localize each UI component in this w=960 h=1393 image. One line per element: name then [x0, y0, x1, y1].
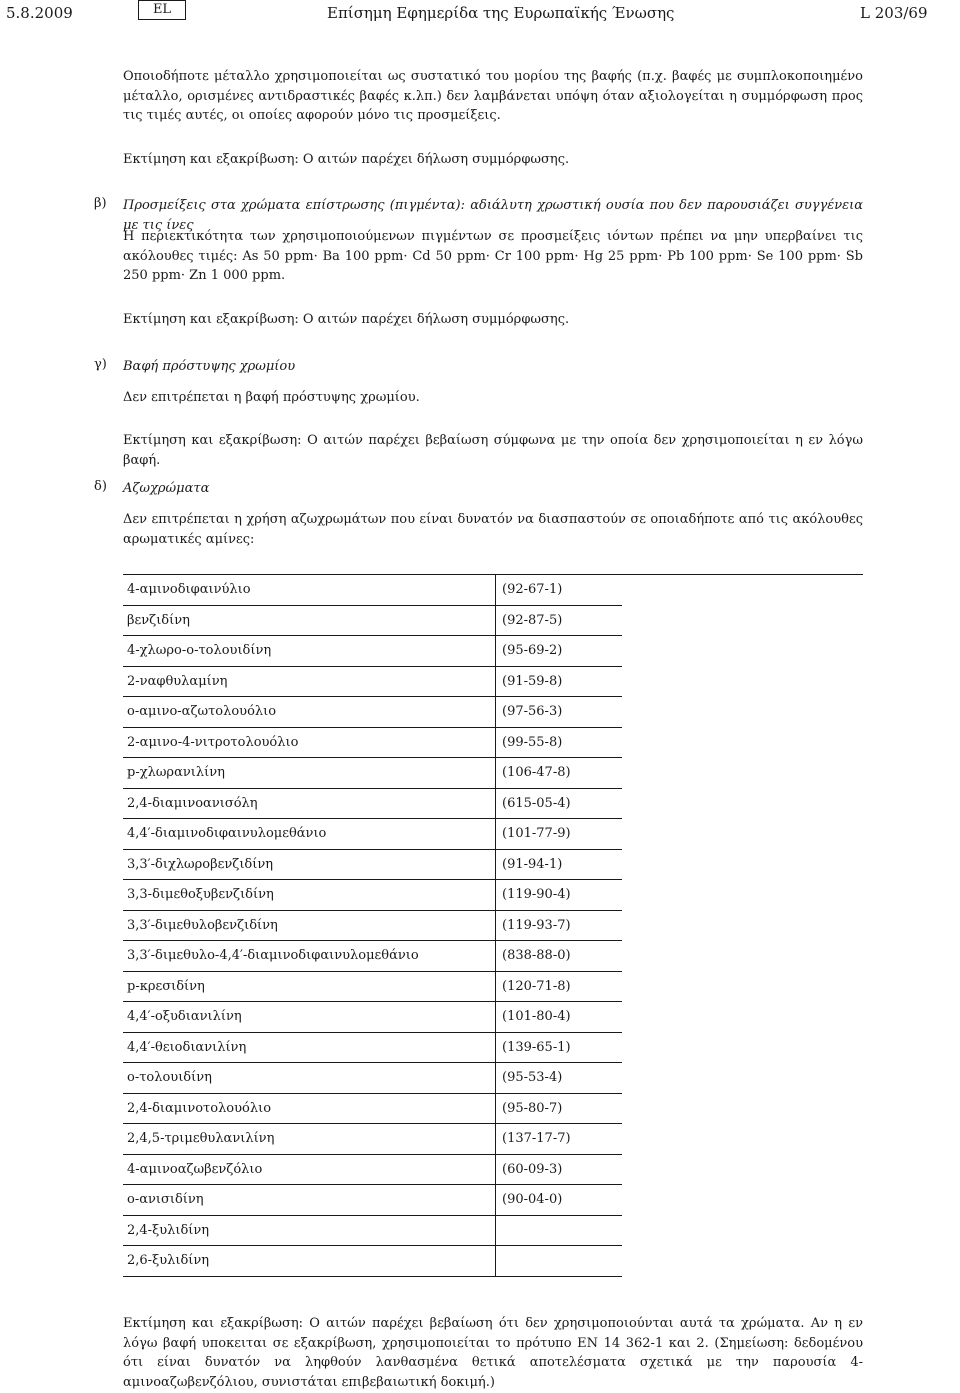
table-spacer: [622, 1124, 863, 1155]
amine-cas-number: [496, 1246, 623, 1277]
table-spacer: [622, 1246, 863, 1277]
amine-cas-number: (615-05-4): [496, 788, 623, 819]
aromatic-amines-table: [123, 574, 863, 1277]
table-row: [123, 697, 863, 728]
table-spacer: [622, 758, 863, 789]
amine-cas-number: (137-17-7): [496, 1124, 623, 1155]
intro-paragraph: Οποιοδήποτε μέταλλο χρησιμοποιείται ως συστατικό του μορίου της βαφής (π.χ. βαφές με συμπλοκοποιημένο μέταλλο, ορισμένες αντιδραστικές βαφές κ.λπ.) δεν λαμβάνεται υπόψη όταν αξιολογείται η συμμόρφωση προς τις τιμές αυτές, οι οποίες αφορούν μόνο τις προσμείξεις.: [123, 69, 863, 123]
table-row: [123, 1002, 863, 1033]
table-row: [123, 1246, 863, 1277]
table-row: [123, 575, 863, 606]
amine-name: 4,4′-οξυδιανιλίνη: [123, 1002, 496, 1033]
amine-name: p-κρεσιδίνη: [123, 971, 496, 1002]
section-d-assessment: Εκτίμηση και εξακρίβωση: Ο αιτών παρέχει βεβαίωση ότι δεν χρησιμοποιούνται αυτά τα χρώματα. Αν η εν λόγω βαφή υποκειται σε εξακρίβωση, χρησιμοποιείται το πρότυπο EN 14 362-1 και 2. (Σημείωση: δεδομένου ότι είναι δυνατόν να ληφθούν λανθασμένα θετικά αποτελέσματα σχετικά με την παρουσία 4-αμινοαζωβενζόλιου, συνιστάται επιβεβαιωτική δοκιμή.): [123, 1316, 863, 1390]
amine-name: 2,4-διαμινοανισόλη: [123, 788, 496, 819]
section-c-title: Βαφή πρόστυψης χρωμίου: [123, 359, 296, 374]
table-row: [123, 605, 863, 636]
amine-name: 4,4′-θειοδιανιλίνη: [123, 1032, 496, 1063]
table-row: [123, 880, 863, 911]
table-spacer: [622, 697, 863, 728]
table-spacer: [622, 666, 863, 697]
amine-name: 2,4,5-τριμεθυλανιλίνη: [123, 1124, 496, 1155]
section-d-text: Δεν επιτρέπεται η χρήση αζωχρωμάτων που είναι δυνατόν να διασπαστούν σε οποιαδήποτε από τις ακόλουθες αρωματικές αμίνες:: [123, 512, 863, 547]
amine-cas-number: (95-53-4): [496, 1063, 623, 1094]
table-row: [123, 666, 863, 697]
table-row: [123, 910, 863, 941]
table-spacer: [622, 910, 863, 941]
amine-cas-number: (99-55-8): [496, 727, 623, 758]
table-row: [123, 819, 863, 850]
section-c-assessment: Εκτίμηση και εξακρίβωση: Ο αιτών παρέχει βεβαίωση σύμφωνα με την οποία δεν χρησιμοποιείται η εν λόγω βαφή.: [123, 433, 863, 468]
table-spacer: [622, 849, 863, 880]
amine-cas-number: (60-09-3): [496, 1154, 623, 1185]
amine-cas-number: (92-87-5): [496, 605, 623, 636]
section-d-title: Αζωχρώματα: [123, 481, 210, 496]
amine-cas-number: (101-77-9): [496, 819, 623, 850]
table-spacer: [622, 636, 863, 667]
amine-name: 3,3-διμεθοξυβενζιδίνη: [123, 880, 496, 911]
amine-name: 2-αμινο-4-νιτροτολουόλιο: [123, 727, 496, 758]
table-spacer: [622, 819, 863, 850]
table-spacer: [622, 1063, 863, 1094]
table-spacer: [622, 971, 863, 1002]
table-row: [123, 1154, 863, 1185]
section-d-marker: δ): [94, 479, 107, 494]
table-spacer: [622, 575, 863, 606]
amine-name: 2,4-ξυλιδίνη: [123, 1215, 496, 1246]
amine-name: ο-αμινο-αζωτολουόλιο: [123, 697, 496, 728]
amine-name: p-χλωρανιλίνη: [123, 758, 496, 789]
amine-cas-number: (90-04-0): [496, 1185, 623, 1216]
table-row: [123, 758, 863, 789]
amine-cas-number: [496, 1215, 623, 1246]
amine-cas-number: (101-80-4): [496, 1002, 623, 1033]
amine-name: 4-αμινοδιφαινύλιο: [123, 575, 496, 606]
amine-cas-number: (95-69-2): [496, 636, 623, 667]
amine-cas-number: (838-88-0): [496, 941, 623, 972]
amine-name: 3,3′-διμεθυλοβενζιδίνη: [123, 910, 496, 941]
table-row: [123, 636, 863, 667]
amine-name: ο-ανισιδίνη: [123, 1185, 496, 1216]
language-tag: EL: [138, 0, 186, 20]
journal-title: Επίσημη Εφημερίδα της Ευρωπαϊκής Ένωσης: [327, 4, 675, 22]
table-spacer: [622, 1032, 863, 1063]
amine-cas-number: (97-56-3): [496, 697, 623, 728]
amine-name: 4-αμινοαζωβενζόλιο: [123, 1154, 496, 1185]
page-number: L 203/69: [860, 4, 928, 22]
header-date: 5.8.2009: [6, 4, 73, 22]
table-spacer: [622, 605, 863, 636]
intro-assessment: Εκτίμηση και εξακρίβωση: Ο αιτών παρέχει δήλωση συμμόρφωσης.: [123, 152, 570, 167]
table-row: [123, 788, 863, 819]
table-spacer: [622, 788, 863, 819]
amine-cas-number: (106-47-8): [496, 758, 623, 789]
amine-name: 4-χλωρο-ο-τολουιδίνη: [123, 636, 496, 667]
amine-cas-number: (95-80-7): [496, 1093, 623, 1124]
table-row: [123, 1215, 863, 1246]
table-spacer: [622, 1185, 863, 1216]
amine-cas-number: (91-59-8): [496, 666, 623, 697]
amine-cas-number: (91-94-1): [496, 849, 623, 880]
amine-cas-number: (119-90-4): [496, 880, 623, 911]
section-c-text: Δεν επιτρέπεται η βαφή πρόστυψης χρωμίου.: [123, 390, 420, 405]
amine-name: ο-τολουιδίνη: [123, 1063, 496, 1094]
amine-name: 2,4-διαμινοτολουόλιο: [123, 1093, 496, 1124]
section-b-assessment: Εκτίμηση και εξακρίβωση: Ο αιτών παρέχει δήλωση συμμόρφωσης.: [123, 312, 570, 327]
table-spacer: [622, 941, 863, 972]
table-spacer: [622, 1215, 863, 1246]
table-row: [123, 1124, 863, 1155]
amine-name: 3,3′-διχλωροβενζιδίνη: [123, 849, 496, 880]
amine-name: 4,4′-διαμινοδιφαινυλομεθάνιο: [123, 819, 496, 850]
amine-name: 3,3′-διμεθυλο-4,4′-διαμινοδιφαινυλομεθάνιο: [123, 941, 496, 972]
section-b-text: Η περιεκτικότητα των χρησιμοποιούμενων πιγμέντων σε προσμείξεις ιόντων πρέπει να μην υπερβαίνει τις ακόλουθες τιμές: As 50 ppm· Ba 100 ppm· Cd 50 ppm· Cr 100 ppm· Hg 25 ppm· Pb 100 ppm· Se 100 ppm· Sb 250 ppm· Zn 1 000 ppm.: [123, 229, 863, 283]
table-row: [123, 727, 863, 758]
table-row: [123, 971, 863, 1002]
amine-name: βενζιδίνη: [123, 605, 496, 636]
section-b-marker: β): [94, 196, 107, 211]
table-row: [123, 1063, 863, 1094]
amine-cas-number: (92-67-1): [496, 575, 623, 606]
amine-cas-number: (139-65-1): [496, 1032, 623, 1063]
amine-name: 2,6-ξυλιδίνη: [123, 1246, 496, 1277]
table-row: [123, 941, 863, 972]
amine-cas-number: (120-71-8): [496, 971, 623, 1002]
amine-name: 2-ναφθυλαμίνη: [123, 666, 496, 697]
table-spacer: [622, 1154, 863, 1185]
table-row: [123, 1093, 863, 1124]
amine-cas-number: (119-93-7): [496, 910, 623, 941]
table-spacer: [622, 727, 863, 758]
table-row: [123, 849, 863, 880]
section-b-title: Προσμείξεις στα χρώματα επίστρωσης (πιγμέντα): αδιάλυτη χρωστική ουσία που δεν παρουσιάζει συγγένεια με τις ίνες: [123, 198, 863, 233]
section-c-marker: γ): [94, 357, 107, 372]
table-spacer: [622, 880, 863, 911]
table-spacer: [622, 1093, 863, 1124]
table-spacer: [622, 1002, 863, 1033]
table-row: [123, 1185, 863, 1216]
table-row: [123, 1032, 863, 1063]
